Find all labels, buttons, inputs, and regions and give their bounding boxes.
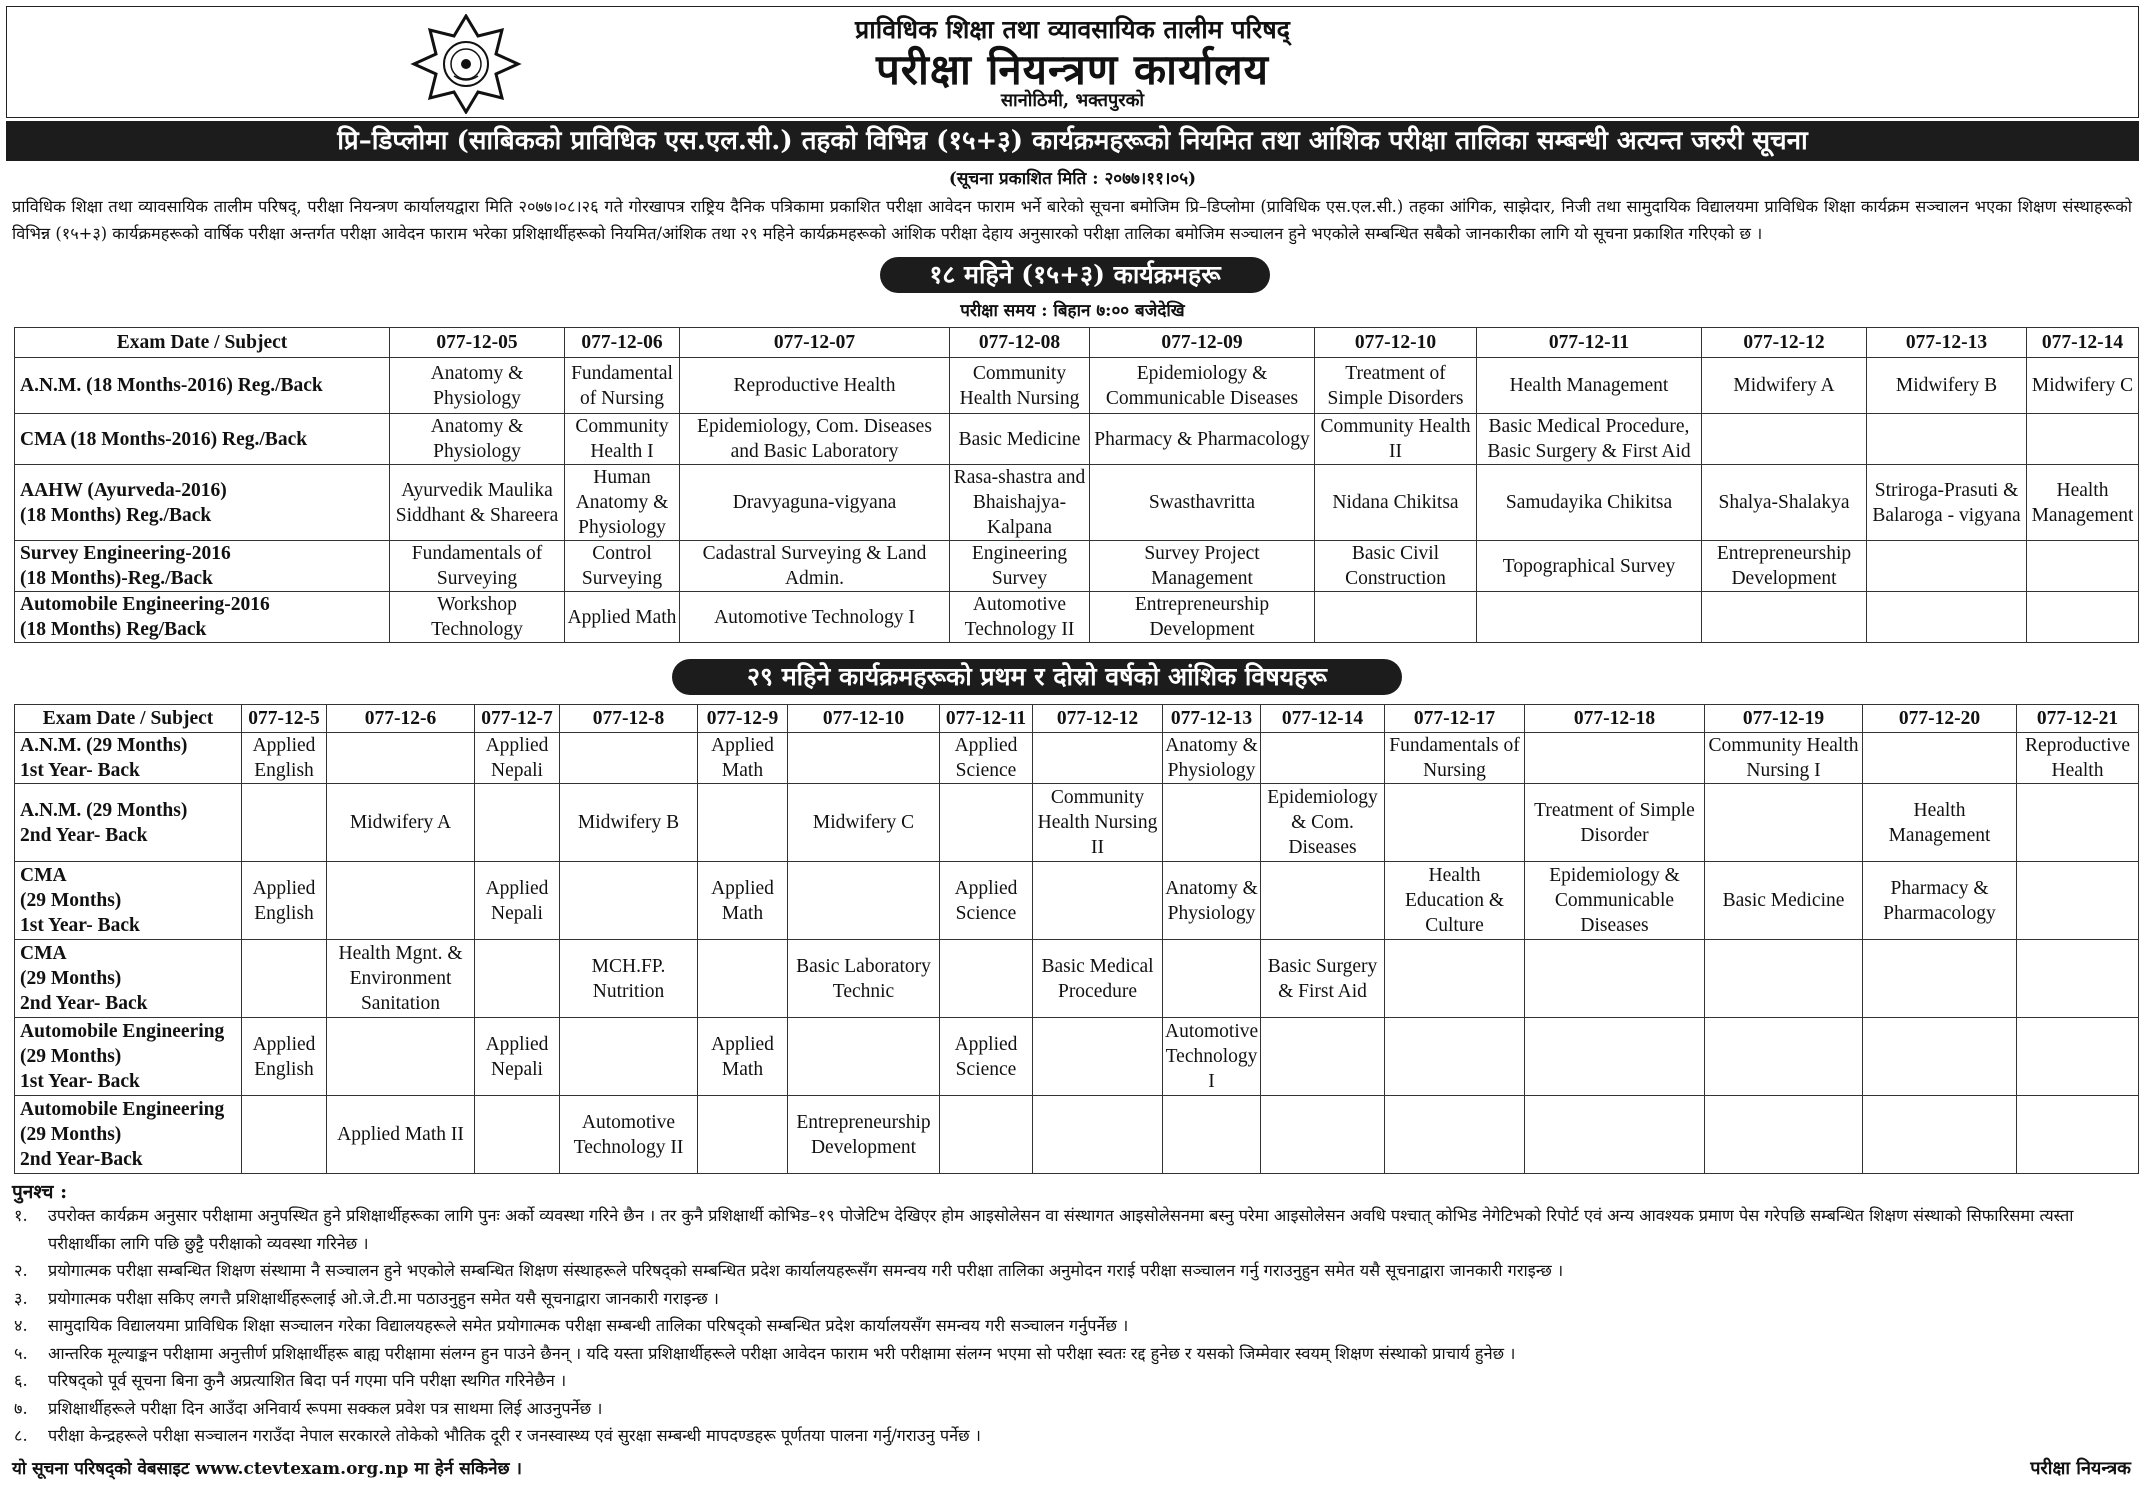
subject-cell: Reproductive Health <box>680 358 950 414</box>
subject-cell: Fundamental of Nursing <box>565 358 680 414</box>
subject-cell: Applied English <box>242 1018 327 1096</box>
subject-cell <box>1705 940 1863 1018</box>
program-label-line: A.N.M. (29 Months) <box>20 799 188 821</box>
program-label-cell <box>15 414 390 465</box>
subject-cell <box>1385 784 1525 862</box>
subject-cell: Epidemiology, Com. Diseases and Basic Laboratory <box>680 414 950 465</box>
exam-date-header: 077-12-8 <box>560 705 698 733</box>
subject-cell: Treatment of Simple Disorder <box>1525 784 1705 862</box>
subject-cell: Automotive Technology II <box>560 1096 698 1174</box>
subject-cell <box>1863 1096 2017 1174</box>
subject-cell: Samudayika Chikitsa <box>1477 465 1702 541</box>
note-number: ३. <box>14 1288 28 1308</box>
subject-cell: Basic Laboratory Technic <box>788 940 940 1018</box>
exam-date-header: 077-12-13 <box>1163 705 1261 733</box>
exam-date-header: 077-12-10 <box>1315 328 1477 358</box>
subject-cell <box>242 784 327 862</box>
subject-cell <box>1261 733 1385 784</box>
exam-date-header: 077-12-08 <box>950 328 1090 358</box>
program-label-line: Automobile Engineering <box>20 1021 225 1042</box>
exam-date-header: 077-12-14 <box>1261 705 1385 733</box>
subject-cell <box>327 733 475 784</box>
exam-date-header: 077-12-17 <box>1385 705 1525 733</box>
table-row <box>15 465 2139 541</box>
subject-cell <box>1867 414 2027 465</box>
subject-cell: Anatomy & Physiology <box>390 358 565 414</box>
header-label-cell: Exam Date / Subject <box>15 705 242 733</box>
subject-cell: Basic Medicine <box>950 414 1090 465</box>
exam-date-header: 077-12-12 <box>1033 705 1163 733</box>
subject-cell <box>1705 1096 1863 1174</box>
subject-cell: Anatomy & Physiology <box>1163 862 1261 940</box>
subject-cell <box>560 862 698 940</box>
table-row <box>15 1096 2139 1174</box>
program-label-cell <box>15 1096 242 1174</box>
subject-cell <box>1385 940 1525 1018</box>
subject-cell: Midwifery C <box>2027 358 2139 414</box>
exam-date-header: 077-12-14 <box>2027 328 2139 358</box>
exam-date-header: 077-12-09 <box>1090 328 1315 358</box>
header-label-cell: Exam Date / Subject <box>15 328 390 358</box>
subject-cell: Community Health Nursing I <box>1705 733 1863 784</box>
program-label-line: (29 Months) <box>20 968 122 989</box>
signature-title: परीक्षा नियन्त्रक <box>2030 1458 2131 1479</box>
subject-cell: Dravyaguna-vigyana <box>680 465 950 541</box>
exam-date-header: 077-12-21 <box>2017 705 2139 733</box>
subject-cell <box>940 940 1033 1018</box>
subject-cell: Applied Math <box>565 592 680 643</box>
subject-cell: MCH.FP. Nutrition <box>560 940 698 1018</box>
exam-date-header: 077-12-19 <box>1705 705 1863 733</box>
subject-cell: Fundamentals of Nursing <box>1385 733 1525 784</box>
subject-cell: Health Management <box>2027 465 2139 541</box>
subject-cell: Community Health Nursing II <box>1033 784 1163 862</box>
section2-title: २९ महिने कार्यक्रमहरूको प्रथम र दोस्रो वर्षको आंशिक विषयहरू <box>672 659 1402 695</box>
table-row <box>15 414 2139 465</box>
subject-cell <box>1525 733 1705 784</box>
subject-cell: Anatomy & Physiology <box>390 414 565 465</box>
subject-cell: Basic Civil Construction <box>1315 541 1477 592</box>
subject-cell <box>475 1096 560 1174</box>
subject-cell <box>1863 1018 2017 1096</box>
program-label-line: Automobile Engineering <box>20 1099 225 1120</box>
notice-banner: प्रि–डिप्लोमा (साबिकको प्राविधिक एस.एल.सी.) तहको विभिन्न (१५+३) कार्यक्रमहरूको नियमित तथा आंशिक परीक्षा तालिका सम्बन्धी अत्यन्त जरुरी सूचना <box>6 121 2139 161</box>
note-item <box>12 1367 2132 1395</box>
subject-cell <box>940 784 1033 862</box>
subject-cell <box>1385 1096 1525 1174</box>
table-row <box>15 541 2139 592</box>
subject-cell <box>788 862 940 940</box>
subject-cell: Ayurvedik Maulika Siddhant & Shareera <box>390 465 565 541</box>
subject-cell <box>1163 784 1261 862</box>
note-text: परीक्षा केन्द्रहरूले परीक्षा सञ्चालन गराउँदा नेपाल सरकारले तोकेको भौतिक दूरी र जनस्वास्थ्य एवं सुरक्षा सम्बन्धी मापदण्डहरू पूर्णतया पालना गर्नु/गराउनु पर्नेछ । <box>48 1426 981 1445</box>
table-row <box>15 862 2139 940</box>
note-number: २. <box>14 1261 28 1280</box>
subject-cell: Applied Science <box>940 733 1033 784</box>
subject-cell: Health Management <box>1477 358 1702 414</box>
program-label-line: Survey Engineering-2016 <box>20 543 231 564</box>
program-label-cell <box>15 592 390 643</box>
subject-cell <box>2027 592 2139 643</box>
note-item <box>12 1340 2132 1368</box>
table-header-row <box>15 328 2139 358</box>
schedule-table-18-months <box>14 327 2139 643</box>
program-label-cell <box>15 733 242 784</box>
subject-cell: Community Health II <box>1315 414 1477 465</box>
note-number: ८. <box>14 1426 28 1445</box>
subject-cell <box>2017 784 2139 862</box>
exam-date-header: 077-12-07 <box>680 328 950 358</box>
subject-cell: Automotive Technology I <box>1163 1018 1261 1096</box>
subject-cell: Basic Medicine <box>1705 862 1863 940</box>
program-label-line: CMA (18 Months-2016) Reg./Back <box>20 428 308 450</box>
table-row <box>15 1018 2139 1096</box>
subject-cell <box>1315 592 1477 643</box>
note-item <box>12 1285 2132 1313</box>
program-label-line: (29 Months) <box>20 890 122 911</box>
subject-cell <box>1705 784 1863 862</box>
table-row <box>15 784 2139 862</box>
subject-cell: Community Health Nursing <box>950 358 1090 414</box>
subject-cell <box>2017 862 2139 940</box>
subject-cell: Control Surveying <box>565 541 680 592</box>
exam-date-header: 077-12-6 <box>327 705 475 733</box>
subject-cell <box>698 784 788 862</box>
subject-cell <box>698 940 788 1018</box>
program-label-cell <box>15 784 242 862</box>
schedule-table-29-months <box>14 704 2139 1174</box>
program-label-line: 1st Year- Back <box>20 915 140 936</box>
publish-date: (सूचना प्रकाशित मिति : २०७७।११।०५) <box>948 169 1197 189</box>
subject-cell <box>1163 940 1261 1018</box>
program-label-line: CMA <box>20 865 67 886</box>
note-text: सामुदायिक विद्यालयमा प्राविधिक शिक्षा सञ्चालन गरेका विद्यालयहरूले समेत प्रयोगात्मक परीक्षा सम्बन्धी तालिका परिषद्को सम्बन्धित प्रदेश कार्यालयसँग समन्वय गरी सञ्चालन गर्नुपर्नेछ । <box>48 1316 1129 1335</box>
subject-cell <box>1867 592 2027 643</box>
note-item <box>12 1257 2132 1285</box>
subject-cell: Human Anatomy & Physiology <box>565 465 680 541</box>
table-row <box>15 358 2139 414</box>
program-label-line: (18 Months) Reg/Back <box>20 619 207 640</box>
exam-time: परीक्षा समय : बिहान ७:०० बजेदेखि <box>960 301 1185 321</box>
subject-cell <box>1033 1018 1163 1096</box>
subject-cell <box>1705 1018 1863 1096</box>
subject-cell: Entrepreneurship Development <box>1702 541 1867 592</box>
program-label-line: (29 Months) <box>20 1124 122 1145</box>
note-text: आन्तरिक मूल्याङ्कन परीक्षामा अनुत्तीर्ण प्रशिक्षार्थीहरू बाह्य परीक्षामा संलग्न हुन पाउने छैनन् । यदि यस्ता प्रशिक्षार्थीहरूले परीक्षा आवेदन फाराम भरी परीक्षामा संलग्न भएमा सो परीक्षा स्वतः रद्द हुनेछ र यसको जिम्मेवार स्वयम् शिक्षण संस्थाको प्राचार्य हुनेछ । <box>48 1343 1516 1363</box>
program-label-line: A.N.M. (18 Months-2016) Reg./Back <box>20 375 323 396</box>
note-text: प्रयोगात्मक परीक्षा सम्बन्धित शिक्षण संस्थामा नै सञ्चालन हुने भएकोले सम्बन्धित शिक्षण संस्थाहरूले परिषद्को सम्बन्धित प्रदेश कार्यालयहरूसँग समन्वय गरी परीक्षा तालिका अनुमोदन गराई परीक्षा सञ्चालन गर्नु गराउनुहुन समेत यसै सूचनाद्वारा जानकारी गराइन्छ । <box>48 1261 1564 1280</box>
subject-cell <box>475 784 560 862</box>
subject-cell: Entrepreneurship Development <box>788 1096 940 1174</box>
exam-date-header: 077-12-12 <box>1702 328 1867 358</box>
program-label-line: CMA <box>20 943 67 964</box>
subject-cell <box>560 733 698 784</box>
program-label-line: (18 Months) Reg./Back <box>20 504 212 526</box>
subject-cell: Epidemiology & Communicable Diseases <box>1525 862 1705 940</box>
subject-cell <box>1033 733 1163 784</box>
website-note: यो सूचना परिषद्को वेबसाइट www.ctevtexam.org.np मा हेर्न सकिनेछ । <box>12 1459 522 1479</box>
notes-title: पुनश्च : <box>12 1181 68 1203</box>
exam-date-header: 077-12-7 <box>475 705 560 733</box>
note-item <box>12 1422 2132 1450</box>
subject-cell: Midwifery A <box>327 784 475 862</box>
subject-cell <box>2027 414 2139 465</box>
note-text: प्रयोगात्मक परीक्षा सकिए लगत्तै प्रशिक्षार्थीहरूलाई ओ.जे.टी.मा पठाउनुहुन समेत यसै सूचनाद्वारा जानकारी गराइन्छ । <box>48 1288 719 1308</box>
program-label-cell <box>15 465 390 541</box>
exam-date-header: 077-12-10 <box>788 705 940 733</box>
subject-cell <box>1163 1096 1261 1174</box>
subject-cell <box>940 1096 1033 1174</box>
subject-cell <box>2017 1096 2139 1174</box>
program-label-line: AAHW (Ayurveda-2016) <box>20 479 227 501</box>
subject-cell: Applied English <box>242 733 327 784</box>
subject-cell: Midwifery C <box>788 784 940 862</box>
subject-cell <box>2017 1018 2139 1096</box>
program-label-line: 2nd Year- Back <box>20 993 148 1014</box>
program-label-line: 2nd Year-Back <box>20 1149 143 1170</box>
subject-cell: Applied English <box>242 862 327 940</box>
subject-cell: Epidemiology & Communicable Diseases <box>1090 358 1315 414</box>
note-number: ६. <box>14 1371 28 1390</box>
note-text: प्रशिक्षार्थीहरूले परीक्षा दिन आउँदा अनिवार्य रूपमा सक्कल प्रवेश पत्र साथमा लिई आउनुपर्नेछ । <box>48 1398 603 1418</box>
office-name: परीक्षा नियन्त्रण कार्यालय <box>875 45 1270 94</box>
subject-cell: Pharmacy & Pharmacology <box>1863 862 2017 940</box>
notes-list <box>12 1202 2132 1450</box>
exam-date-header: 077-12-5 <box>242 705 327 733</box>
subject-cell: Topographical Survey <box>1477 541 1702 592</box>
program-label-line: (29 Months) <box>20 1046 122 1067</box>
note-text: परिषद्को पूर्व सूचना बिना कुनै अप्रत्याशित बिदा पर्न गएमा पनि परीक्षा स्थगित गरिनेछैन । <box>48 1371 567 1390</box>
subject-cell <box>1261 862 1385 940</box>
intro-paragraph: प्राविधिक शिक्षा तथा व्यावसायिक तालीम परिषद्, परीक्षा नियन्त्रण कार्यालयद्वारा मिति २०७७।०८।२६ गते गोरखापत्र राष्ट्रिय दैनिक पत्रिकामा प्रकाशित परीक्षा आवेदन फाराम भर्ने बारेको सूचना बमोजिम प्रि–डिप्लोमा (प्राविधिक एस.एल.सी.) तहका आंगिक, साझेदार, निजी तथा सामुदायिक विद्यालयमा प्राविधिक शिक्षा कार्यक्रम सञ्चालन भएका शिक्षण संस्थाहरूको विभिन्न (१५+३) कार्यक्रमहरूको वार्षिक परीक्षा अन्तर्गत परीक्षा आवेदन फाराम भरेका प्रशिक्षार्थीहरूको नियमित/आंशिक तथा २९ महिने कार्यक्रमहरूको आंशिक परीक्षा देहाय अनुसारको परीक्षा तालिका बमोजिम सञ्चालन हुने भएकोले सम्बन्धित सबैको जानकारीका लागि यो सूचना प्रकाशित गरिएको छ । <box>12 197 2132 243</box>
subject-cell <box>2027 541 2139 592</box>
subject-cell: Epidemiology & Com. Diseases <box>1261 784 1385 862</box>
exam-date-header: 077-12-11 <box>1477 328 1702 358</box>
table-header-row <box>15 705 2139 733</box>
subject-cell: Workshop Technology <box>390 592 565 643</box>
subject-cell <box>327 1018 475 1096</box>
subject-cell: Fundamentals of Surveying <box>390 541 565 592</box>
subject-cell <box>1033 862 1163 940</box>
subject-cell: Basic Medical Procedure, Basic Surgery & First Aid <box>1477 414 1702 465</box>
table-row <box>15 940 2139 1018</box>
subject-cell: Applied Math II <box>327 1096 475 1174</box>
subject-cell: Reproductive Health <box>2017 733 2139 784</box>
subject-cell <box>1525 1096 1705 1174</box>
subject-cell <box>1702 592 1867 643</box>
subject-cell <box>242 940 327 1018</box>
program-label-cell <box>15 1018 242 1096</box>
subject-cell: Shalya-Shalakya <box>1702 465 1867 541</box>
subject-cell: Applied Nepali <box>475 733 560 784</box>
subject-cell: Anatomy & Physiology <box>1163 733 1261 784</box>
subject-cell: Rasa-shastra and Bhaishajya-Kalpana <box>950 465 1090 541</box>
subject-cell: Nidana Chikitsa <box>1315 465 1477 541</box>
note-text: उपरोक्त कार्यक्रम अनुसार परीक्षामा अनुपस्थित हुने प्रशिक्षार्थीहरूका लागि पुनः अर्को व्यवस्था गरिने छैन । तर कुनै प्रशिक्षार्थी कोभिड–१९ पोजेटिभ देखिएर होम आइसोलेसन वा संस्थागत आइसोलेसनमा बस्नु परेमा आइसोलेसन अवधि पश्चात् कोभिड नेगेटिभको रिपोर्ट एवं अन्य आवश्यक प्रमाण पेस गरेपछि सम्बन्धित शिक्षण संस्थाको सिफारिसमा त्यस्ता परीक्षार्थीका लागि पछि छुट्टै परीक्षाको व्यवस्था गरिनेछ । <box>48 1206 2074 1253</box>
exam-date-header: 077-12-11 <box>940 705 1033 733</box>
subject-cell <box>1863 733 2017 784</box>
subject-cell <box>1863 940 2017 1018</box>
subject-cell: Applied Math <box>698 1018 788 1096</box>
exam-date-header: 077-12-9 <box>698 705 788 733</box>
note-number: ५. <box>14 1343 28 1363</box>
subject-cell: Community Health I <box>565 414 680 465</box>
exam-date-header: 077-12-13 <box>1867 328 2027 358</box>
subject-cell <box>1702 414 1867 465</box>
subject-cell <box>242 1096 327 1174</box>
note-item <box>12 1312 2132 1340</box>
subject-cell <box>788 1018 940 1096</box>
note-number: १. <box>14 1206 28 1225</box>
program-label-line: (18 Months)-Reg./Back <box>20 568 213 589</box>
subject-cell: Survey Project Management <box>1090 541 1315 592</box>
note-number: ४. <box>14 1316 28 1335</box>
subject-cell: Automotive Technology II <box>950 592 1090 643</box>
subject-cell: Applied Nepali <box>475 862 560 940</box>
program-label-line: Automobile Engineering-2016 <box>20 594 270 615</box>
subject-cell: Basic Surgery & First Aid <box>1261 940 1385 1018</box>
subject-cell: Applied Math <box>698 862 788 940</box>
subject-cell: Applied Nepali <box>475 1018 560 1096</box>
subject-cell <box>327 862 475 940</box>
org-name: प्राविधिक शिक्षा तथा व्यावसायिक तालीम परिषद् <box>855 15 1290 44</box>
table-row <box>15 592 2139 643</box>
subject-cell <box>1525 1018 1705 1096</box>
subject-cell: Midwifery A <box>1702 358 1867 414</box>
subject-cell <box>1261 1018 1385 1096</box>
subject-cell <box>1525 940 1705 1018</box>
section1-title: १८ महिने (१५+३) कार्यक्रमहरू <box>880 257 1270 293</box>
subject-cell: Pharmacy & Pharmacology <box>1090 414 1315 465</box>
subject-cell: Striroga-Prasuti & Balaroga - vigyana <box>1867 465 2027 541</box>
subject-cell: Midwifery B <box>1867 358 2027 414</box>
exam-date-header: 077-12-20 <box>1863 705 2017 733</box>
program-label-line: 2nd Year- Back <box>20 824 148 846</box>
subject-cell: Basic Medical Procedure <box>1033 940 1163 1018</box>
program-label-cell <box>15 940 242 1018</box>
program-label-cell <box>15 358 390 414</box>
subject-cell <box>788 733 940 784</box>
subject-cell: Automotive Technology I <box>680 592 950 643</box>
subject-cell <box>560 1018 698 1096</box>
subject-cell <box>2017 940 2139 1018</box>
note-item <box>12 1202 2132 1257</box>
subject-cell <box>1033 1096 1163 1174</box>
program-label-cell <box>15 541 390 592</box>
subject-cell: Entrepreneurship Development <box>1090 592 1315 643</box>
exam-date-header: 077-12-06 <box>565 328 680 358</box>
subject-cell: Cadastral Surveying & Land Admin. <box>680 541 950 592</box>
program-label-line: 1st Year- Back <box>20 1071 140 1092</box>
subject-cell <box>698 1096 788 1174</box>
subject-cell <box>475 940 560 1018</box>
note-number: ७. <box>14 1398 28 1418</box>
subject-cell: Swasthavritta <box>1090 465 1315 541</box>
subject-cell: Applied Math <box>698 733 788 784</box>
subject-cell: Applied Science <box>940 1018 1033 1096</box>
subject-cell: Midwifery B <box>560 784 698 862</box>
program-label-line: A.N.M. (29 Months) <box>20 735 188 756</box>
subject-cell: Engineering Survey <box>950 541 1090 592</box>
subject-cell: Health Mgnt. & Environment Sanitation <box>327 940 475 1018</box>
program-label-cell <box>15 862 242 940</box>
table-row <box>15 733 2139 784</box>
subject-cell: Health Education & Culture <box>1385 862 1525 940</box>
subject-cell <box>1261 1096 1385 1174</box>
subject-cell: Health Management <box>1863 784 2017 862</box>
program-label-line: 1st Year- Back <box>20 760 140 781</box>
exam-date-header: 077-12-18 <box>1525 705 1705 733</box>
subject-cell <box>1385 1018 1525 1096</box>
note-item <box>12 1395 2132 1423</box>
subject-cell <box>1867 541 2027 592</box>
exam-date-header: 077-12-05 <box>390 328 565 358</box>
subject-cell: Treatment of Simple Disorders <box>1315 358 1477 414</box>
office-location: सानोठिमी, भक्तपुरको <box>1000 90 1145 111</box>
subject-cell <box>1477 592 1702 643</box>
subject-cell: Applied Science <box>940 862 1033 940</box>
